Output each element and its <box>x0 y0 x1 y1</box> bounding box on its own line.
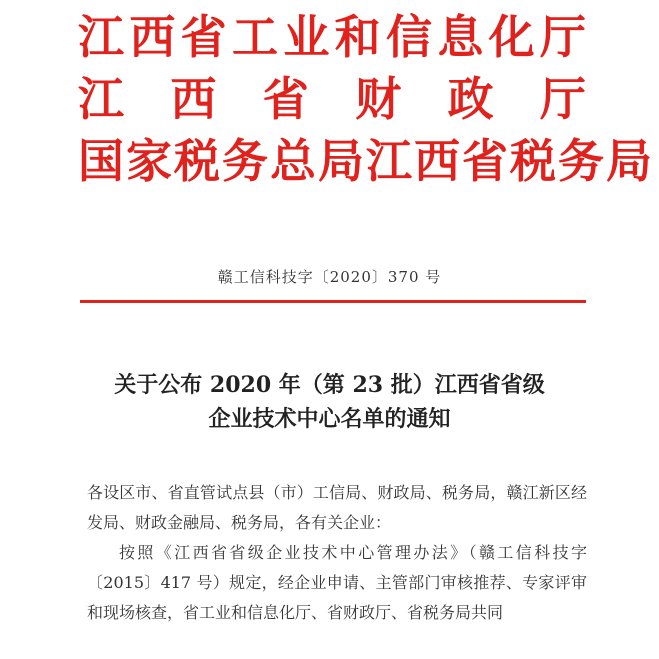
red-masthead <box>78 6 654 192</box>
salutation: 各设区市、省直管试点县（市）工信局、财政局、税务局，赣江新区经发局、财政金融局、税务局，各有关企业： <box>87 483 587 532</box>
red-divider-line <box>80 300 586 303</box>
title-line-2: 企业技术中心名单的通知 <box>208 406 451 432</box>
notice-body <box>87 478 587 628</box>
masthead-line-1: 江西省工业和信息化厅 <box>78 10 588 64</box>
masthead-line-2: 江 西 省 财 政 厅 <box>78 72 588 126</box>
body-paragraph-1: 按照《江西省省级企业技术中心管理办法》（赣工信科技字〔2015〕417 号）规定，经企业申请、主管部门审核推荐、专家评审和现场核查，省工业和信息化厅、省财政厅、省税务局共同 <box>87 543 587 622</box>
title-line-1: 关于公布 2020 年（第 23 批）江西省省级 <box>114 372 545 398</box>
masthead-line-3: 国家税务总局江西省税务局 <box>78 134 654 188</box>
document-number: 赣工信科技字〔2020〕370 号 <box>217 268 442 286</box>
notice-title <box>0 368 659 436</box>
